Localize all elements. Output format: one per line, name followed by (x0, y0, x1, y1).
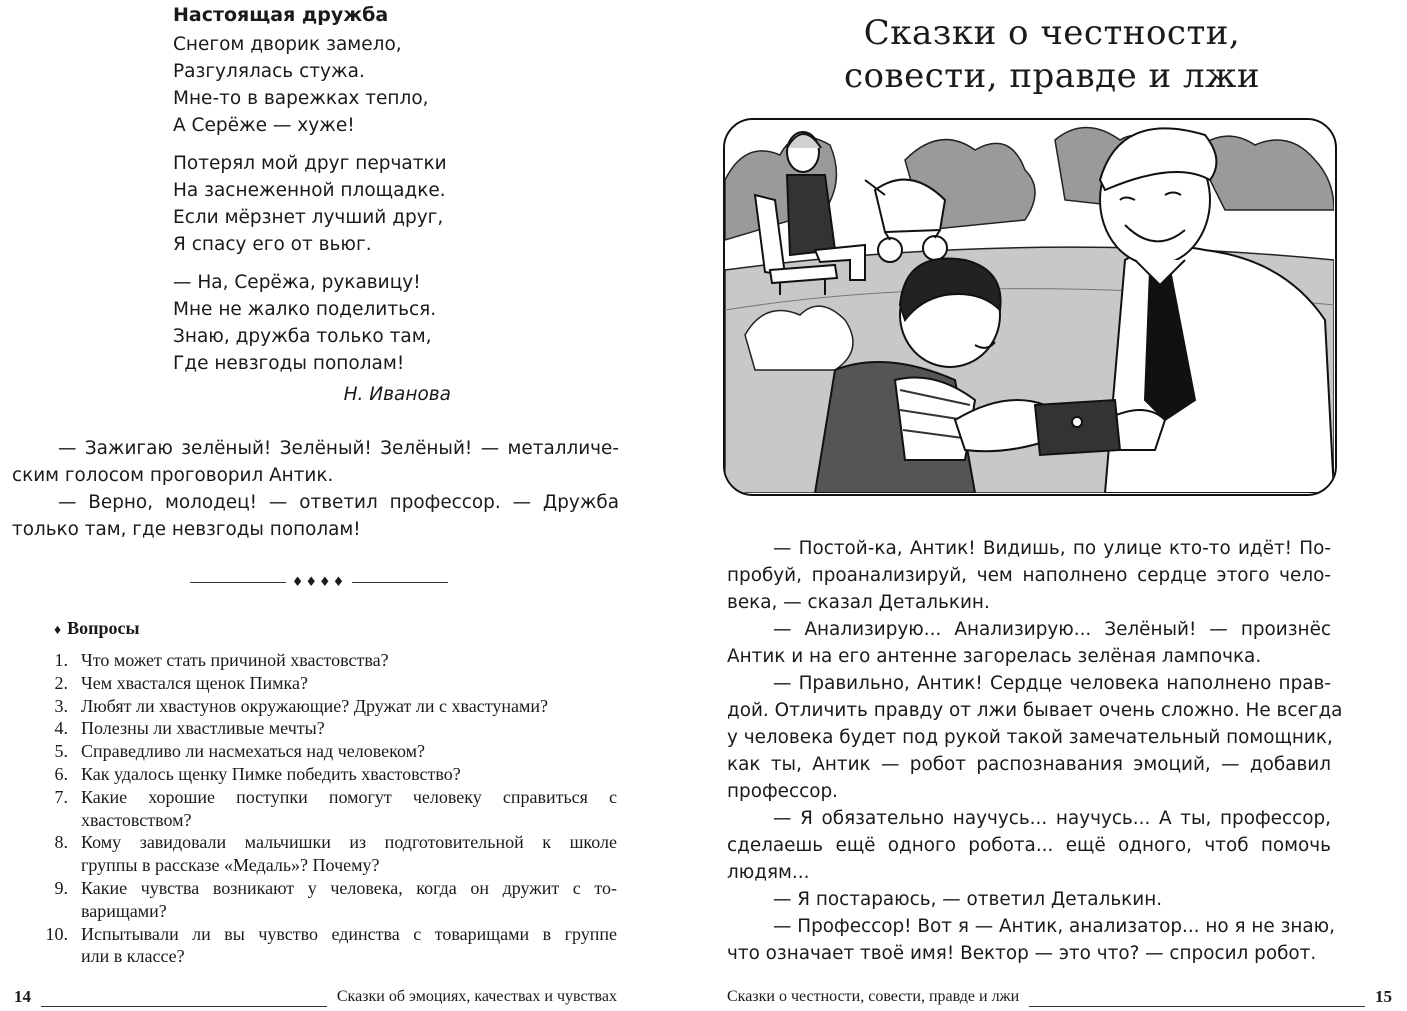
question-line: хвастовством? (81, 809, 192, 830)
running-header: Сказки об эмоциях, качествах и чувствах (336, 988, 617, 1005)
question-number: 5. (54, 741, 68, 762)
question-number: 7. (54, 786, 68, 807)
prose-line: — Я обязательно научусь... научусь... А ты, профессор, (773, 808, 1331, 829)
poem-line: Мне не жалко поделиться. (173, 299, 437, 320)
question-number: 6. (54, 763, 68, 784)
right-page (717, 0, 1407, 1011)
section-divider (190, 572, 448, 592)
question-number: 3. (54, 695, 68, 716)
running-header: Сказки о честности, совести, правде и лжи (727, 988, 1020, 1005)
diamond-bullet-icon: ♦ (54, 623, 62, 638)
question-line: Кому завидовали мальчишки из подготовительной к школе (81, 832, 617, 853)
question-line: группы в рассказе «Медаль»? Почему? (81, 855, 380, 876)
footer-rule (41, 993, 327, 1007)
prose-line: — Зажигаю зелёный! Зелёный! Зелёный! — металличе- (58, 438, 619, 459)
question-item (40, 717, 617, 740)
poem-stanza-1 (173, 31, 473, 139)
question-item (40, 786, 617, 832)
question-item (40, 763, 617, 786)
question-number: 2. (54, 672, 68, 693)
prose-line: дой. Отличить правду от лжи бывает очень сложно. Не всегда (727, 700, 1343, 721)
poem-line: — На, Серёжа, рукавицу! (173, 272, 421, 293)
question-number: 4. (54, 718, 68, 739)
question-line: варищами? (81, 900, 167, 921)
prose-line: — Анализирую... Анализирую... Зелёный! — произнёс (773, 619, 1331, 640)
question-item (40, 695, 617, 718)
poem-line: Разгулялась стужа. (173, 61, 365, 82)
poem-line: Где невзгоды пополам! (173, 353, 405, 374)
question-item (40, 740, 617, 763)
poem-stanza-2 (173, 150, 473, 258)
question-line: Полезны ли хвастливые мечты? (81, 718, 325, 739)
question-item (40, 672, 617, 695)
right-prose (727, 535, 1343, 967)
prose-line: века, — сказал Деталькин. (727, 592, 990, 613)
poem-line: Знаю, дружба только там, (173, 326, 432, 347)
chapter-title-line: Сказки о честности, (863, 13, 1241, 53)
left-prose (12, 435, 619, 543)
illustration-drawing (725, 120, 1334, 493)
prose-line: что означает твоё имя! Вектор — это что? — спросил робот. (727, 943, 1317, 964)
question-line: Справедливо ли насмехаться над человеком? (81, 741, 425, 762)
poem-stanza-3 (173, 269, 473, 377)
question-line: Что может стать причиной хвастовства? (81, 650, 389, 670)
prose-line: — Верно, молодец! — ответил профессор. — Дружба (58, 492, 619, 513)
question-line: Какие хорошие поступки помогут человеку справиться с (81, 786, 617, 807)
prose-line: Антик и на его антенне загорелась зелёная лампочка. (727, 646, 1262, 667)
question-number: 10. (45, 923, 68, 944)
poem-line: Я спасу его от вьюг. (173, 234, 372, 255)
question-item (40, 877, 617, 923)
question-line: Испытывали ли вы чувство единства с товарищами в группе (81, 923, 617, 944)
poem-line: Снегом дворик замело, (173, 34, 402, 55)
prose-line: — Постой-ка, Антик! Видишь, по улице кто-то идёт! По- (773, 538, 1331, 559)
prose-line: людям... (727, 862, 810, 883)
question-line: Какие чувства возникают у человека, когда он дружит с то- (81, 877, 617, 898)
questions-list (40, 649, 617, 968)
left-page (0, 0, 690, 1011)
divider-rule (352, 582, 448, 583)
prose-line: пробуй, проанализируй, чем наполнено сердце этого чело- (727, 565, 1331, 586)
question-item (40, 831, 617, 877)
poem-line: Мне-то в варежках тепло, (173, 88, 429, 109)
prose-line: — Профессор! Вот я — Антик, анализатор... но я не знаю, (773, 916, 1335, 937)
question-item (40, 649, 617, 672)
prose-line: ским голосом проговорил Антик. (12, 465, 334, 486)
question-line: Чем хвастался щенок Пимка? (81, 672, 309, 693)
poem-author: Н. Иванова (343, 384, 451, 405)
prose-line: — Правильно, Антик! Сердце человека наполнено прав- (773, 673, 1331, 694)
illustration (723, 118, 1337, 496)
questions-heading (54, 616, 140, 643)
prose-line: — Я постараюсь, — ответил Деталькин. (773, 889, 1163, 910)
chapter-title-line: совести, правде и лжи (843, 56, 1261, 96)
page-number: 15 (1375, 987, 1392, 1006)
divider-rule (190, 582, 286, 583)
question-number: 9. (54, 877, 68, 898)
question-number: 1. (54, 650, 68, 670)
poem (173, 2, 473, 405)
prose-line: только там, где невзгоды пополам! (12, 519, 361, 540)
left-page-footer (14, 983, 617, 1007)
question-number: 8. (54, 832, 68, 853)
footer-rule (1029, 993, 1365, 1007)
prose-line: у человека будет под рукой такой замечательный помощник, (727, 727, 1333, 748)
right-page-footer (727, 983, 1392, 1007)
prose-line: профессор. (727, 781, 838, 802)
poem-line: А Серёже — хуже! (173, 115, 355, 136)
prose-line: сделаешь ещё одного робота... ещё одного, чтоб помочь (727, 835, 1331, 856)
chapter-title (787, 12, 1317, 98)
poem-line: Если мёрзнет лучший друг, (173, 207, 444, 228)
poem-line: Потерял мой друг перчатки (173, 153, 447, 174)
poem-title: Настоящая дружба (173, 4, 389, 26)
question-line: или в классе? (81, 946, 185, 967)
question-item (40, 923, 617, 969)
poem-line: На заснеженной площадке. (173, 180, 446, 201)
question-line: Как удалось щенку Пимке победить хвастовство? (81, 763, 461, 784)
page-number: 14 (14, 987, 31, 1006)
questions-heading-label: Вопросы (67, 618, 140, 638)
diamond-ornament-icon: ♦♦♦♦ (291, 574, 347, 590)
prose-line: как ты, Антик — робот распознавания эмоций, — добавил (727, 754, 1331, 775)
question-line: Любят ли хвастунов окружающие? Дружат ли с хвастунами? (81, 695, 548, 716)
